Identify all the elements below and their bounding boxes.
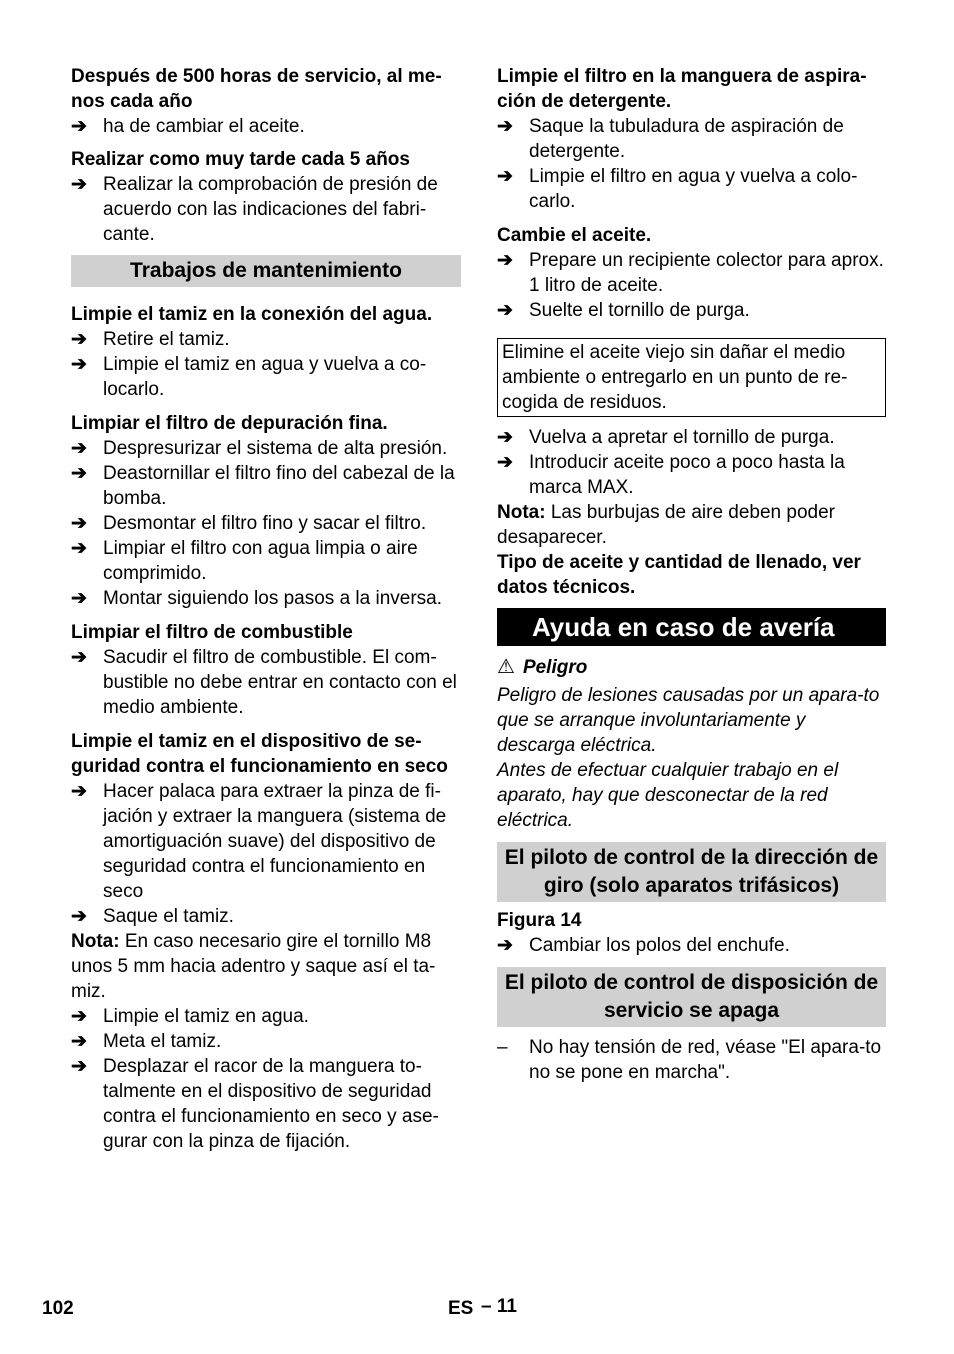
- warning-text: Peligro de lesiones causadas por un apara-to que se arranque involuntariamente y descarga eléctrica.: [497, 685, 880, 756]
- step-item: [71, 904, 461, 929]
- step-item: [71, 645, 461, 720]
- oil-info: Tipo de aceite y cantidad de llenado, ver datos técnicos.: [497, 552, 861, 598]
- arrow-right-icon: ➔: [71, 1031, 87, 1052]
- step-text: Sacudir el filtro de combustible. El com-bustible no debe entrar en contacto con el medio ambiente.: [103, 647, 457, 718]
- arrow-right-icon: ➔: [71, 781, 87, 802]
- step-text: Vuelva a apretar el tornillo de purga.: [529, 427, 835, 448]
- band-heading-ready: El piloto de control de disposición de servicio se apaga: [497, 967, 886, 1027]
- step-text: Introducir aceite poco a poco hasta la marca MAX.: [529, 452, 845, 498]
- right-column: [497, 64, 886, 1085]
- step-list: [497, 425, 886, 500]
- page-number: 102: [42, 1298, 74, 1319]
- step-text: Prepare un recipiente colector para aprox. 1 litro de aceite.: [529, 250, 884, 296]
- step-item: [497, 164, 886, 214]
- step-item: [497, 933, 886, 958]
- section-heading: Realizar como muy tarde cada 5 años: [71, 149, 410, 170]
- arrow-right-icon: ➔: [71, 1006, 87, 1027]
- step-item: [71, 461, 461, 511]
- step-text: ha de cambiar el aceite.: [103, 116, 305, 137]
- arrow-right-icon: ➔: [71, 538, 87, 559]
- warning-text: Antes de efectuar cualquier trabajo en el aparato, hay que desconectar de la red eléctrica.: [497, 760, 839, 831]
- step-text: Retire el tamiz.: [103, 329, 230, 350]
- step-list: [71, 645, 461, 720]
- step-text: Limpie el filtro en agua y vuelva a colo-carlo.: [529, 166, 858, 212]
- arrow-right-icon: ➔: [71, 463, 87, 484]
- step-list: [71, 436, 461, 611]
- section-heading: Después de 500 horas de servicio, al me-nos cada año: [71, 66, 442, 112]
- step-text: Limpie el tamiz en agua.: [103, 1006, 309, 1027]
- step-item: [71, 536, 461, 586]
- note-label: Nota:: [71, 931, 120, 952]
- note-paragraph: [71, 929, 461, 1004]
- step-item: [71, 586, 461, 611]
- step-list: [71, 1004, 461, 1154]
- step-text: Saque la tubuladura de aspiración de detergente.: [529, 116, 844, 162]
- band-heading-maintenance: Trabajos de mantenimiento: [71, 255, 461, 287]
- step-item: [71, 327, 461, 352]
- arrow-right-icon: ➔: [71, 354, 87, 375]
- section-title-troubleshooting: Ayuda en caso de avería: [497, 608, 886, 646]
- step-text: Montar siguiendo los pasos a la inversa.: [103, 588, 443, 609]
- step-text: Saque el tamiz.: [103, 906, 234, 927]
- step-item: [71, 779, 461, 904]
- arrow-right-icon: ➔: [71, 116, 87, 137]
- note-label: Nota:: [497, 502, 546, 523]
- arrow-right-icon: ➔: [497, 250, 513, 271]
- step-item: [71, 1029, 461, 1054]
- step-text: Despresurizar el sistema de alta presión.: [103, 438, 448, 459]
- step-text: Desplazar el racor de la manguera to-talmente en el dispositivo de seguridad contra el funcionamiento en seco y ase-gurar con la pinza de fijación.: [103, 1056, 439, 1152]
- step-text: Limpie el tamiz en agua y vuelva a co-locarlo.: [103, 354, 427, 400]
- step-list: [71, 114, 461, 139]
- environment-note-box: Elimine el aceite viejo sin dañar el medio ambiente o entregarlo en un punto de re-cogida de residuos.: [497, 338, 886, 417]
- step-list: [71, 327, 461, 402]
- warning-heading: [497, 655, 886, 680]
- warning-triangle-icon: ⚠: [497, 656, 515, 678]
- arrow-right-icon: ➔: [71, 174, 87, 195]
- arrow-right-icon: ➔: [71, 906, 87, 927]
- step-item: [71, 1004, 461, 1029]
- step-text: Limpiar el filtro con agua limpia o aire comprimido.: [103, 538, 418, 584]
- section-heading: Limpie el tamiz en el dispositivo de se-guridad contra el funcionamiento en seco: [71, 731, 448, 777]
- step-item: [71, 511, 461, 536]
- arrow-right-icon: ➔: [497, 935, 513, 956]
- section-heading: Limpie el tamiz en la conexión del agua.: [71, 304, 433, 325]
- dash-marker: –: [497, 1037, 508, 1058]
- step-item: [497, 114, 886, 164]
- step-list: [71, 779, 461, 929]
- arrow-right-icon: ➔: [497, 427, 513, 448]
- language-code: ES: [448, 1298, 474, 1319]
- step-item: [71, 172, 461, 247]
- step-item: [71, 352, 461, 402]
- step-list: [71, 172, 461, 247]
- step-item: [497, 425, 886, 450]
- arrow-right-icon: ➔: [497, 166, 513, 187]
- band-heading-rotation: El piloto de control de la dirección de giro (solo aparatos trifásicos): [497, 842, 886, 902]
- arrow-right-icon: ➔: [71, 513, 87, 534]
- step-list: [497, 114, 886, 214]
- figure-label: Figura 14: [497, 910, 582, 931]
- arrow-right-icon: ➔: [71, 438, 87, 459]
- section-heading: Limpiar el filtro de depuración fina.: [71, 413, 388, 434]
- arrow-right-icon: ➔: [497, 116, 513, 137]
- dash-list: [497, 1035, 886, 1085]
- dash-item: [497, 1035, 886, 1085]
- step-item: [497, 248, 886, 298]
- arrow-right-icon: ➔: [71, 588, 87, 609]
- step-item: [71, 114, 461, 139]
- step-list: [497, 248, 886, 323]
- note-text: En caso necesario gire el tornillo M8 unos 5 mm hacia adentro y saque así el ta-miz.: [71, 931, 436, 1002]
- section-page-number: – 11: [481, 1296, 517, 1317]
- step-text: Cambiar los polos del enchufe.: [529, 935, 790, 956]
- step-text: Desmontar el filtro fino y sacar el filtro.: [103, 513, 427, 534]
- step-text: Meta el tamiz.: [103, 1031, 222, 1052]
- step-item: [497, 450, 886, 500]
- step-text: Deastornillar el filtro fino del cabezal de la bomba.: [103, 463, 455, 509]
- step-text: Realizar la comprobación de presión de acuerdo con las indicaciones del fabri-cante.: [103, 174, 438, 245]
- arrow-right-icon: ➔: [71, 1056, 87, 1077]
- step-list: [497, 933, 886, 958]
- arrow-right-icon: ➔: [71, 647, 87, 668]
- step-text: Suelte el tornillo de purga.: [529, 300, 750, 321]
- arrow-right-icon: ➔: [497, 452, 513, 473]
- step-text: Hacer palaca para extraer la pinza de fi-jación y extraer la manguera (sistema de amortiguación suave) del dispositivo de seguridad contra el funcionamiento en seco: [103, 781, 447, 902]
- step-item: [497, 298, 886, 323]
- step-item: [71, 1054, 461, 1154]
- warning-label: Peligro: [522, 657, 588, 678]
- arrow-right-icon: ➔: [71, 329, 87, 350]
- section-heading: Cambie el aceite.: [497, 225, 652, 246]
- arrow-right-icon: ➔: [497, 300, 513, 321]
- left-column: [71, 64, 461, 1154]
- note-text: Las burbujas de aire deben poder desaparecer.: [497, 502, 835, 548]
- note-paragraph: [497, 500, 886, 550]
- section-heading: Limpie el filtro en la manguera de aspira-ción de detergente.: [497, 66, 867, 112]
- step-item: [71, 436, 461, 461]
- dash-text: No hay tensión de red, véase "El apara-to no se pone en marcha".: [529, 1037, 882, 1083]
- section-heading: Limpiar el filtro de combustible: [71, 622, 353, 643]
